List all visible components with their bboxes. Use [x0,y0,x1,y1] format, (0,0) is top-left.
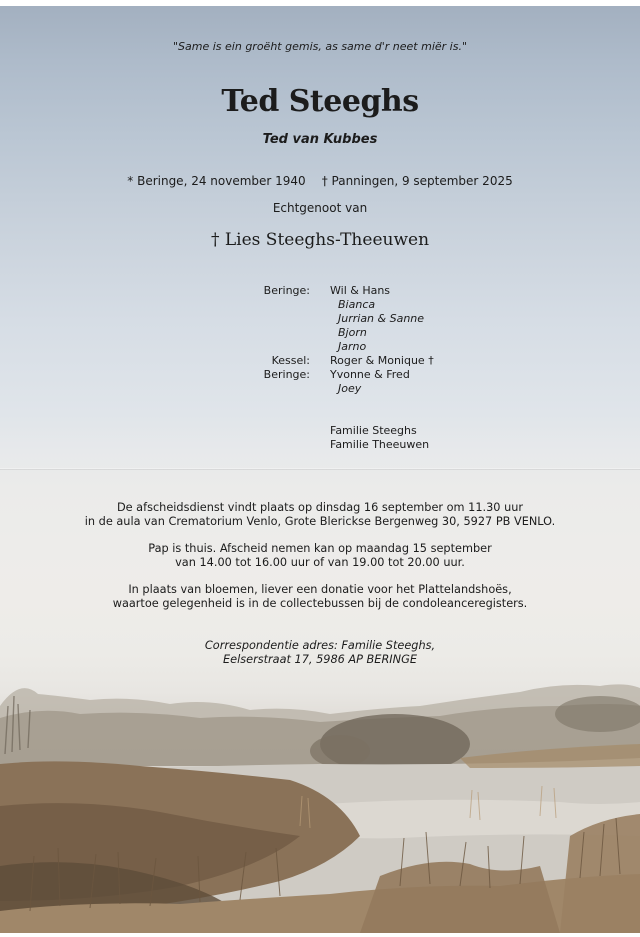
family-place: Beringe: [263,284,310,297]
correspondence-line: Correspondentie adres: Familie Steeghs, [204,639,436,652]
donation-line: waartoe gelegenheid is in de collectebussen bij de condoleanceregisters. [112,597,528,610]
visit-line: van 14.00 tot 16.00 uur of van 19.00 tot 20.00 uur. [175,556,465,569]
family-member: Familie Steeghs [330,424,417,437]
correspondence-line: Eelserstraat 17, 5986 AP BERINGE [223,653,417,666]
deceased-name: Ted Steeghs [221,84,419,119]
donation-line: In plaats van bloemen, liever een donatie voor het Plattelandshoës, [128,583,512,596]
family-member: Roger & Monique † [330,354,434,367]
memorial-card [0,6,640,933]
visit-line: Pap is thuis. Afscheid nemen kan op maandag 15 september [148,542,492,555]
family-member: Familie Theeuwen [330,438,430,451]
family-member: Bjorn [338,326,367,339]
death-date: † Panningen, 9 september 2025 [321,174,513,188]
family-member: Wil & Hans [330,284,391,297]
motto-quote: "Same is ein groëht gemis, as same d'r neet miër is." [172,40,468,53]
family-place: Kessel: [271,354,310,367]
family-member: Joey [338,382,362,395]
family-member: Jarno [338,340,367,353]
spouse-label: Echtgenoot van [272,201,368,215]
fold-line [0,468,640,470]
family-member: Jurrian & Sanne [338,312,425,325]
family-member: Yvonne & Fred [330,368,410,381]
service-line: in de aula van Crematorium Venlo, Grote Blerickse Bergenweg 30, 5927 PB VENLO. [84,515,556,528]
family-member: Bianca [338,298,376,311]
family-place: Beringe: [263,368,310,381]
service-line: De afscheidsdienst vindt plaats op dinsdag 16 september om 11.30 uur [116,501,524,514]
spouse-name: † Lies Steeghs-Theeuwen [210,230,430,250]
nickname: Ted van Kubbes [262,132,378,147]
life-dates [0,174,640,188]
birth-date: * Beringe, 24 november 1940 [127,174,306,188]
